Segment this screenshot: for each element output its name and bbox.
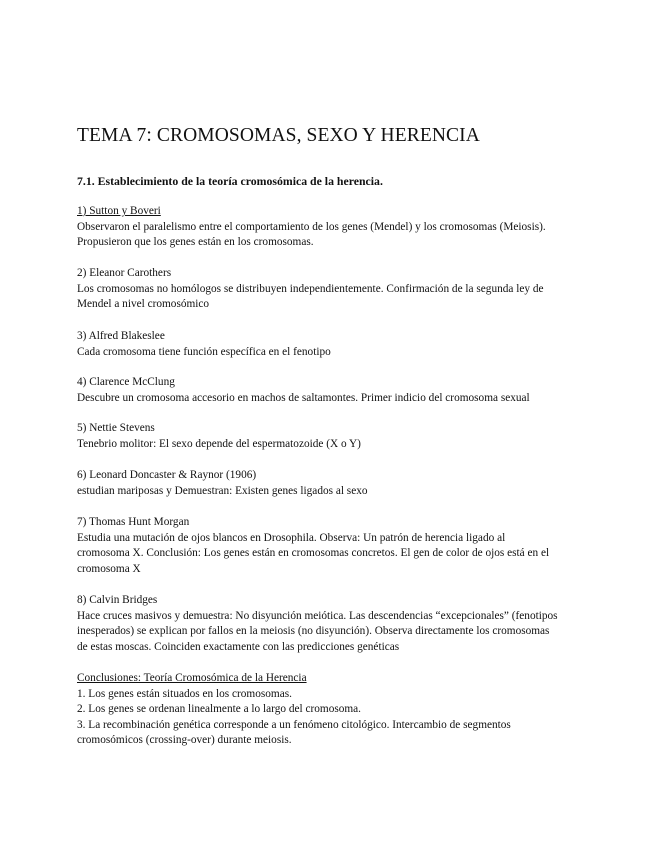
entry-doncaster-raynor	[77, 468, 582, 499]
entry-blakeslee	[77, 329, 582, 360]
section-heading: 7.1. Establecimiento de la teoría cromosómica de la herencia.	[77, 174, 383, 188]
entry-text-line: cromosoma X. Conclusión: Los genes están en cromosomas concretos. El gen de color de ojos está en el	[77, 547, 550, 560]
entry-heading: 5) Nettie Stevens	[77, 422, 155, 434]
entry-heading: Conclusiones: Teoría Cromosómica de la Herencia	[77, 672, 307, 684]
entry-text-line: 3. La recombinación genética corresponde a un fenómeno citológico. Intercambio de segmentos	[77, 718, 511, 731]
entry-heading: 4) Clarence McClung	[77, 376, 175, 388]
entry-text-line: de estas moscas. Coinciden exactamente con las predicciones genéticas	[77, 640, 400, 653]
entry-text-line: Propusieron que los genes están en los cromosomas.	[77, 236, 314, 249]
entry-heading: 8) Calvin Bridges	[77, 594, 158, 606]
entry-heading: 3) Alfred Blakeslee	[77, 330, 165, 342]
entry-text-line: cromosoma X	[77, 562, 141, 575]
entry-heading: 1) Sutton y Boveri	[77, 205, 161, 217]
entry-conclusions	[77, 671, 582, 749]
entry-heading: 7) Thomas Hunt Morgan	[77, 516, 190, 528]
entry-text-line: estudian mariposas y Demuestran: Existen genes ligados al sexo	[77, 484, 368, 497]
entry-carothers	[77, 266, 582, 313]
entry-text-line: 1. Los genes están situados en los cromosomas.	[77, 687, 292, 700]
entry-text-line: Tenebrio molitor: El sexo depende del espermatozoide (X o Y)	[77, 437, 361, 450]
page-title: TEMA 7: CROMOSOMAS, SEXO Y HERENCIA	[77, 125, 480, 146]
entry-text-line: Estudia una mutación de ojos blancos en Drosophila. Observa: Un patrón de herencia ligado al	[77, 531, 506, 544]
entry-mcclung	[77, 375, 582, 406]
entry-stevens	[77, 421, 582, 452]
entry-text-line: Hace cruces masivos y demuestra: No disyunción meiótica. Las descendencias “excepcionales” (fenotipos	[77, 609, 558, 622]
entry-text-line: 2. Los genes se ordenan linealmente a lo largo del cromosoma.	[77, 703, 362, 716]
entry-text-line: Observaron el paralelismo entre el comportamiento de los genes (Mendel) y los cromosomas (Meiosis).	[77, 220, 546, 233]
entry-heading: 2) Eleanor Carothers	[77, 267, 172, 279]
entry-bridges	[77, 593, 582, 655]
entry-text-line: Mendel a nivel cromosómico	[77, 298, 210, 311]
entry-sutton-boveri	[77, 204, 582, 251]
entry-heading: 6) Leonard Doncaster & Raynor (1906)	[77, 469, 257, 481]
entry-text-line: Cada cromosoma tiene función específica en el fenotipo	[77, 345, 331, 358]
entry-text-line: Los cromosomas no homólogos se distribuyen independientemente. Confirmación de la segunda ley de	[77, 282, 544, 295]
entry-morgan	[77, 515, 582, 577]
entry-text-line: Descubre un cromosoma accesorio en machos de saltamontes. Primer indicio del cromosoma sexual	[77, 391, 530, 404]
entry-text-line: cromosómicos (crossing-over) durante meiosis.	[77, 734, 292, 747]
entry-text-line: inesperados) se explican por fallos en la meiosis (no disyunción). Observa directamente los cromosomas	[77, 625, 550, 638]
